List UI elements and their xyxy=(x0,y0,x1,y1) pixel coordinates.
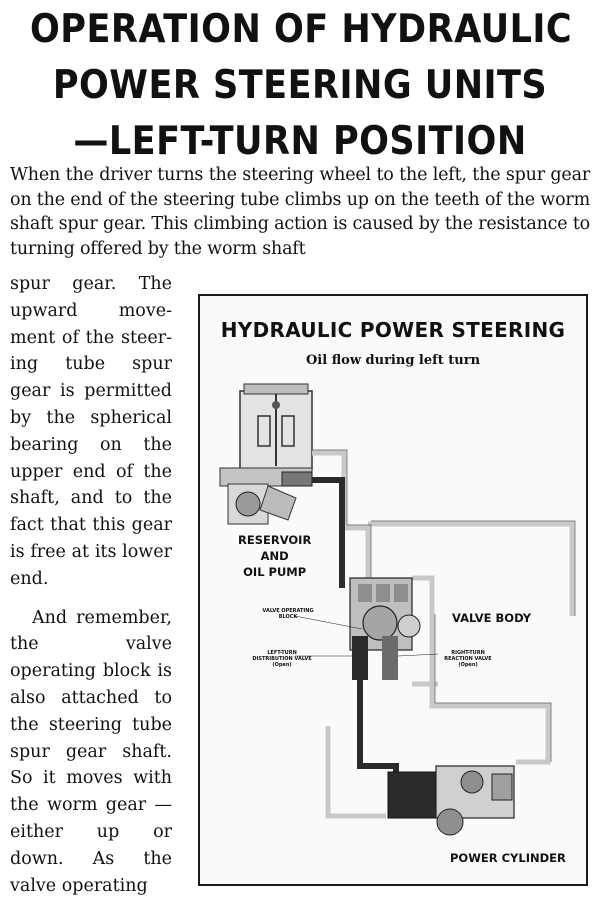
reservoir-pump-label xyxy=(238,532,311,580)
hydraulic-system-diagram xyxy=(200,296,590,888)
left-valve-label-line-2: DISTRIBUTION VALVE xyxy=(252,656,312,662)
intro-paragraph: When the driver turns the steering wheel to the left, the spur gear on the end of the steering tube climbs up on the teeth of the worm shaft spur gear. This climbing action is caused by the resistance to turning offered by the worm shaft xyxy=(10,165,590,259)
reservoir-tank-drawing xyxy=(240,384,312,469)
left-valve-label-line-3: (Open) xyxy=(272,662,292,668)
left-valve-label-line-1: LEFT-TURN xyxy=(267,650,297,656)
valve-block-label-line-2: BLOCK xyxy=(278,614,298,620)
right-valve-label-line-3: (Open) xyxy=(458,662,478,668)
power-cylinder-drawing xyxy=(388,766,514,835)
article-title-line-3: —LEFT-TURN POSITION xyxy=(73,119,527,164)
valve-operating-block-label xyxy=(260,608,316,620)
article-title-line-2: POWER STEERING UNITS xyxy=(52,63,548,108)
power-cylinder-label: POWER CYLINDER xyxy=(450,851,566,865)
right-turn-valve-label xyxy=(438,650,498,668)
article-title xyxy=(30,2,573,170)
figure-subtitle: Oil flow during left turn xyxy=(305,353,481,368)
reservoir-label-line-2: AND xyxy=(260,549,289,563)
left-turn-valve-label xyxy=(252,650,312,668)
narrow-text-column xyxy=(10,271,172,899)
figure-title: HYDRAULIC POWER STEERING xyxy=(220,318,566,342)
column-paragraph-2: And remember, the valve operating block is also attached to the steering tube spur gear shaft. So it moves with the worm gear — either up or down. As the valve operating xyxy=(10,607,172,896)
oil-pump-drawing xyxy=(220,468,312,524)
right-valve-label-line-1: RIGHT-TURN xyxy=(451,650,485,656)
reservoir-label-line-1: RESERVOIR xyxy=(238,533,312,547)
reservoir-label-line-3: OIL PUMP xyxy=(243,565,307,579)
valve-block-label-line-1: VALVE OPERATING xyxy=(262,608,314,614)
article-title-line-1: OPERATION OF HYDRAULIC xyxy=(30,7,573,52)
valve-body-label: VALVE BODY xyxy=(452,611,532,625)
column-paragraph-1: spur gear. The upward movement of the steering tube spur gear is permitted by the spherical bearing on the upper end of the shaft, and to the fact that this gear is free at its lower end. xyxy=(10,274,172,589)
hydraulic-steering-figure xyxy=(198,294,588,886)
right-valve-label-line-2: REACTION VALVE xyxy=(444,656,492,662)
